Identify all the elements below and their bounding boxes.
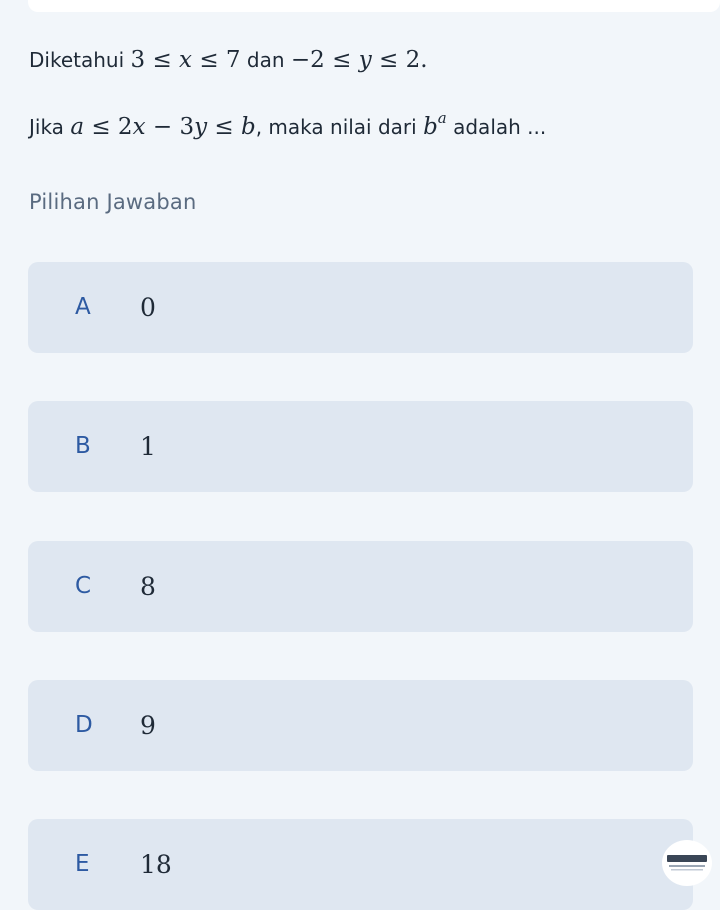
question-suffix: adalah ... <box>446 115 547 139</box>
option-letter: B <box>75 433 91 459</box>
option-value: 1 <box>140 432 156 461</box>
option-letter: E <box>75 851 90 877</box>
math-exponent: a <box>437 109 447 127</box>
math-var: y <box>194 114 208 140</box>
option-d[interactable] <box>28 680 693 771</box>
publisher-logo-icon <box>665 851 709 875</box>
question-line-2 <box>29 98 709 147</box>
publisher-logo-icon <box>662 840 712 886</box>
option-a[interactable] <box>28 262 693 353</box>
option-c[interactable] <box>28 541 693 632</box>
question-text <box>29 40 709 147</box>
question-prefix: Diketahui <box>29 48 131 72</box>
math-var: x <box>179 47 193 73</box>
math-expr: 3 ≤ <box>130 47 180 73</box>
option-e[interactable] <box>28 819 693 910</box>
option-value: 9 <box>140 711 156 740</box>
option-letter: D <box>75 712 93 738</box>
question-connector: , maka nilai dari <box>255 115 424 139</box>
math-expr: ≤ 7 <box>192 47 241 73</box>
question-prefix: Jika <box>29 115 71 139</box>
option-b[interactable] <box>28 401 693 492</box>
math-var: b <box>240 114 256 140</box>
math-var: a <box>70 114 85 140</box>
math-expr: ≤ <box>207 114 241 140</box>
math-var: y <box>358 47 372 73</box>
math-expr: −2 ≤ <box>290 47 359 73</box>
option-value: 18 <box>140 850 172 879</box>
math-expr: − 3 <box>145 114 195 140</box>
option-value: 8 <box>140 572 156 601</box>
math-expr: ≤ 2 <box>84 114 133 140</box>
math-expr: ≤ 2. <box>371 47 428 73</box>
question-line-1 <box>29 40 709 80</box>
math-var: x <box>132 114 146 140</box>
math-var: b <box>423 114 438 140</box>
previous-card <box>28 0 720 12</box>
option-letter: A <box>75 294 91 320</box>
option-letter: C <box>75 573 92 599</box>
question-connector: dan <box>240 48 291 72</box>
answers-section-title: Pilihan Jawaban <box>29 190 197 214</box>
option-value: 0 <box>140 293 156 322</box>
